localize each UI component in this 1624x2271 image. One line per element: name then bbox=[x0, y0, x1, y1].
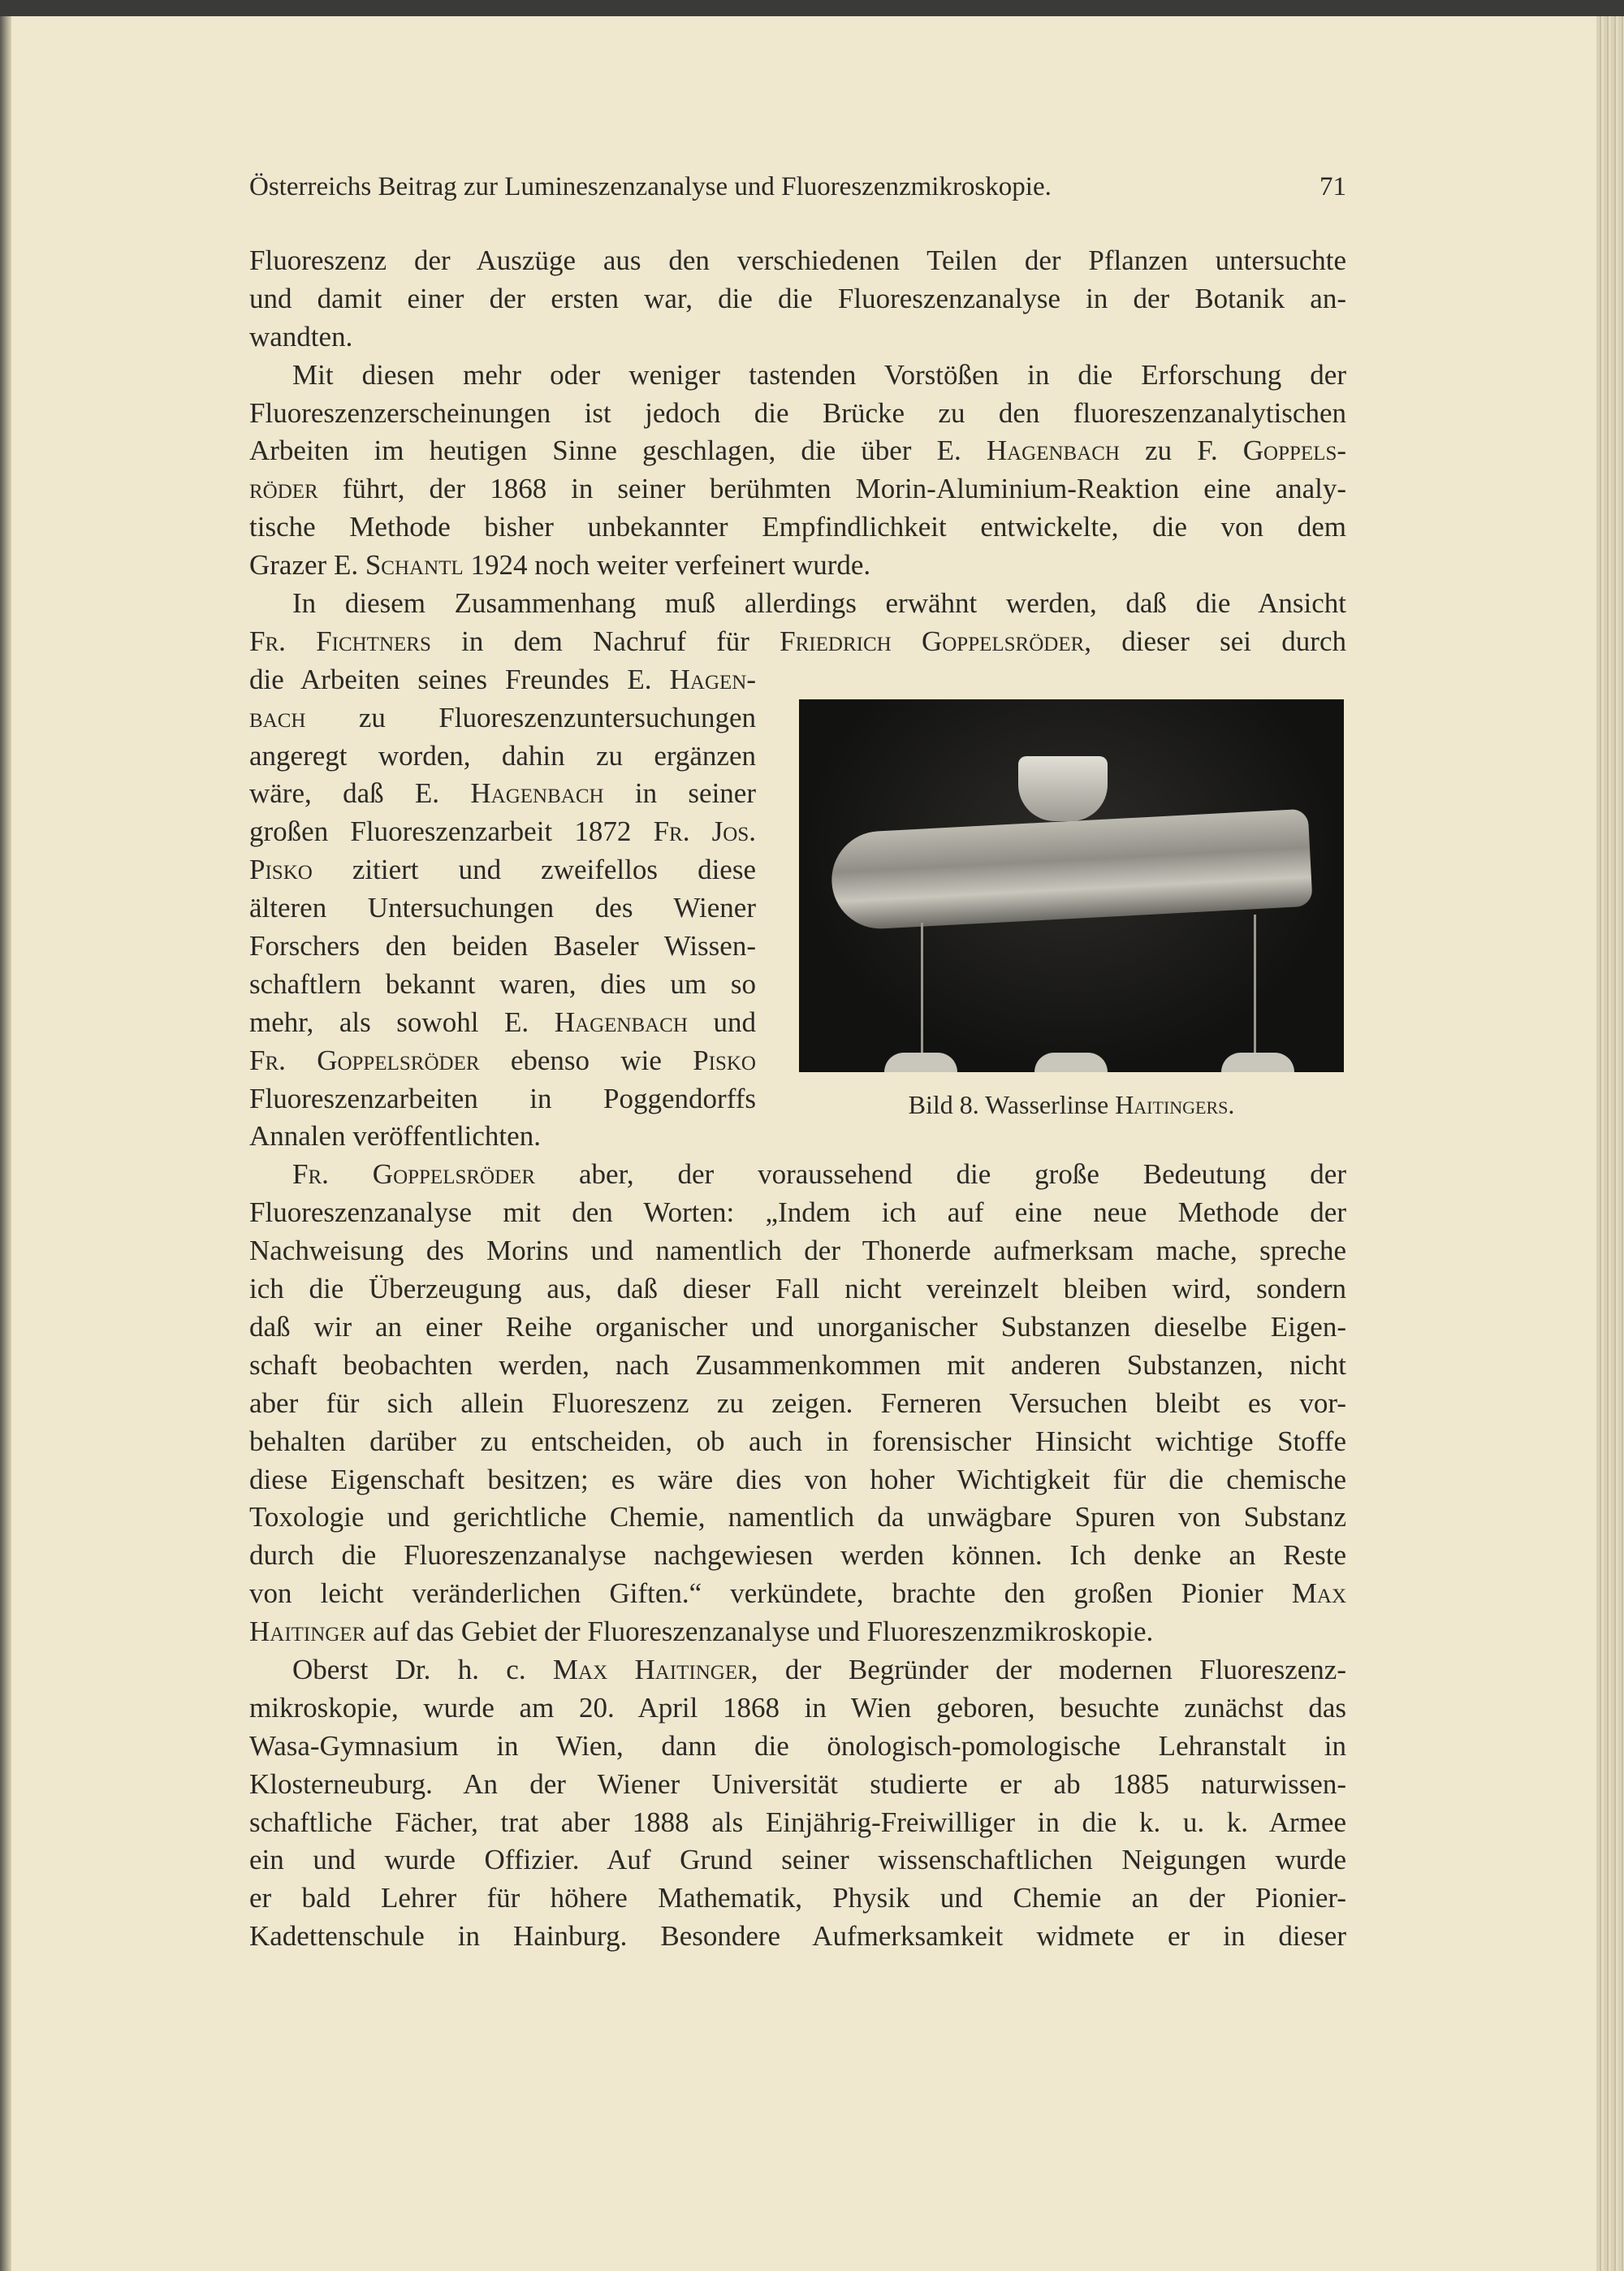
text-line bbox=[249, 470, 1346, 508]
text-line bbox=[249, 585, 1346, 623]
text-line bbox=[249, 1080, 756, 1118]
text-segment: in dem Nachruf für bbox=[430, 625, 780, 657]
text-segment: schaftliche Fächer, trat aber 1888 als Einjährig-Freiwilliger in die k. u. k. Armee bbox=[249, 1806, 1346, 1838]
text-segment: Max Haitinger bbox=[552, 1653, 751, 1685]
text-line bbox=[249, 1880, 1346, 1918]
caption-text: Bild 8. Wasserlinse bbox=[908, 1090, 1116, 1119]
text-segment: auf das Gebiet der Fluoreszenzanalyse und Fluoreszenzmikroskopie. bbox=[365, 1616, 1154, 1648]
page-edge bbox=[1596, 16, 1624, 2271]
text-line bbox=[249, 1347, 1346, 1385]
text-line bbox=[249, 813, 756, 851]
text-segment: Hagenbach bbox=[986, 435, 1120, 467]
text-segment: aber für sich allein Fluoreszenz zu zeigen. Ferneren Versuchen bleibt es vor- bbox=[249, 1386, 1346, 1419]
text-segment: Hagenbach bbox=[470, 777, 604, 810]
text-segment: Hagen- bbox=[669, 663, 756, 695]
text-line bbox=[249, 1004, 756, 1042]
text-segment: bach bbox=[249, 701, 306, 733]
text-segment: Fr. Goppelsröder bbox=[292, 1158, 536, 1191]
text-segment: behalten darüber zu entscheiden, ob auch in forensischer Hinsicht wichtige Stoffe bbox=[249, 1425, 1346, 1457]
text-line bbox=[249, 661, 756, 699]
text-segment: Grazer E. bbox=[249, 549, 365, 582]
text-line bbox=[249, 1194, 1346, 1232]
text-line bbox=[249, 1156, 1346, 1194]
text-line bbox=[249, 1309, 1346, 1347]
text-segment: Mit diesen mehr oder weniger tastenden Vorstößen in die Erforschung der bbox=[292, 358, 1346, 391]
text-line bbox=[249, 547, 1346, 585]
support-foot bbox=[884, 1053, 957, 1072]
text-segment: ebenso wie bbox=[479, 1044, 693, 1076]
text-line bbox=[249, 1613, 1346, 1651]
scan-top-border bbox=[0, 0, 1624, 16]
text-segment: zu Fluoreszenzuntersuchungen bbox=[305, 701, 756, 733]
text-segment: Goppels- bbox=[1242, 435, 1347, 467]
text-line bbox=[249, 1232, 1346, 1270]
text-line bbox=[249, 280, 1346, 318]
text-segment: Kadettenschule in Hainburg. Besondere Aufmerksamkeit widmete er in dieser bbox=[249, 1920, 1346, 1953]
text-line bbox=[249, 928, 756, 966]
text-segment: Pisko bbox=[693, 1044, 756, 1076]
text-segment: Pisko bbox=[249, 854, 313, 886]
text-line bbox=[249, 1804, 1346, 1842]
text-line bbox=[249, 318, 1346, 357]
text-segment: mehr, als sowohl E. bbox=[249, 1006, 555, 1038]
figure-photo-water-lens bbox=[799, 699, 1344, 1072]
text-segment: Arbeiten im heutigen Sinne geschlagen, die über E. bbox=[249, 435, 987, 467]
text-line bbox=[249, 1918, 1346, 1956]
text-segment: tische Methode bisher unbekannter Empfindlichkeit entwickelte, die von dem bbox=[249, 511, 1346, 543]
text-line bbox=[249, 623, 1346, 661]
text-segment: in seiner bbox=[603, 777, 756, 810]
lens-bowl bbox=[1018, 756, 1108, 821]
text-line bbox=[249, 1042, 756, 1080]
text-segment: Fr. Goppelsröder bbox=[249, 1044, 480, 1076]
text-segment: Klosterneuburg. An der Wiener Universität studierte er ab 1885 naturwissen- bbox=[249, 1767, 1346, 1800]
text-line bbox=[249, 1575, 1346, 1613]
text-segment: Schantl bbox=[365, 549, 464, 582]
text-segment: Fluoreszenzanalyse mit den Worten: „Indem ich auf eine neue Methode der bbox=[249, 1196, 1346, 1229]
text-segment: Wasa-Gymnasium in Wien, dann die önologisch-pomologische Lehranstalt in bbox=[249, 1729, 1346, 1762]
text-segment: mikroskopie, wurde am 20. April 1868 in Wien geboren, besuchte zunächst das bbox=[249, 1691, 1346, 1724]
text-segment: ein und wurde Offizier. Auf Grund seiner wissenschaftlichen Neigungen wurde bbox=[249, 1844, 1346, 1876]
text-segment: wäre, daß E. bbox=[249, 777, 471, 810]
text-segment: , der Begründer der modernen Fluoreszenz- bbox=[750, 1653, 1346, 1685]
text-segment: aber, der voraussehend die große Bedeutung der bbox=[535, 1158, 1346, 1191]
text-line bbox=[249, 1423, 1346, 1461]
text-line bbox=[249, 1270, 1346, 1309]
text-line bbox=[249, 851, 756, 889]
text-segment: röder bbox=[249, 473, 318, 505]
text-segment: 1924 noch weiter verfeinert wurde. bbox=[463, 549, 871, 582]
text-segment: er bald Lehrer für höhere Mathematik, Physik und Chemie an der Pionier- bbox=[249, 1882, 1346, 1914]
text-segment: diese Eigenschaft besitzen; es wäre dies von hoher Wichtigkeit für die chemische bbox=[249, 1463, 1346, 1495]
text-segment: Annalen veröffentlichten. bbox=[249, 1120, 541, 1153]
text-line bbox=[249, 1651, 1346, 1689]
book-gutter bbox=[0, 16, 11, 2271]
text-segment: Friedrich Goppelsröder bbox=[780, 625, 1085, 657]
text-segment: schaft beobachten werden, nach Zusammenkommen mit anderen Substanzen, nicht bbox=[249, 1348, 1346, 1381]
text-segment: wandten. bbox=[249, 320, 353, 353]
text-segment: älteren Untersuchungen des Wiener bbox=[249, 892, 756, 924]
text-segment: führt, der 1868 in seiner berühmten Morin-Aluminium-Reaktion eine analy- bbox=[317, 473, 1346, 505]
text-segment: Fluoreszenzarbeiten in Poggendorffs bbox=[249, 1082, 756, 1114]
text-segment: schaftlern bekannt waren, dies um so bbox=[249, 967, 756, 1000]
text-segment: daß wir an einer Reihe organischer und unorganischer Substanzen dieselbe Eigen- bbox=[249, 1310, 1346, 1343]
text-line bbox=[249, 889, 756, 928]
support-wire bbox=[921, 923, 923, 1053]
text-segment: von leicht veränderlichen Giften.“ verkündete, brachte den großen Pionier bbox=[249, 1577, 1292, 1610]
text-segment: und bbox=[687, 1006, 756, 1038]
text-line bbox=[249, 395, 1346, 433]
text-segment: angeregt worden, dahin zu ergänzen bbox=[249, 739, 756, 772]
text-line bbox=[249, 1689, 1346, 1728]
text-line bbox=[249, 699, 756, 738]
text-line bbox=[249, 1385, 1346, 1423]
text-line bbox=[249, 738, 756, 776]
text-segment: Max bbox=[1291, 1577, 1346, 1610]
text-line bbox=[249, 966, 756, 1004]
text-segment: zu F. bbox=[1119, 435, 1243, 467]
text-segment: Nachweisung des Morins und namentlich der Thonerde aufmerksam mache, spreche bbox=[249, 1235, 1346, 1267]
running-title: Österreichs Beitrag zur Lumineszenzanalyse und Fluoreszenzmikroskopie. bbox=[249, 172, 1052, 201]
text-line bbox=[249, 1766, 1346, 1804]
text-segment: Forschers den beiden Baseler Wissen- bbox=[249, 930, 756, 962]
text-segment: Fluoreszenzerscheinungen ist jedoch die Brücke zu den fluoreszenzanalytischen bbox=[249, 396, 1346, 429]
text-segment: In diesem Zusammenhang muß allerdings erwähnt werden, daß die Ansicht bbox=[292, 587, 1346, 620]
caption-name: Haitingers. bbox=[1115, 1090, 1235, 1119]
text-line bbox=[249, 357, 1346, 395]
support-foot bbox=[1221, 1053, 1294, 1072]
running-header bbox=[249, 172, 1346, 202]
text-segment: und damit einer der ersten war, die die Fluoreszenzanalyse in der Botanik an- bbox=[249, 282, 1346, 314]
text-line bbox=[249, 1728, 1346, 1766]
page-number: 71 bbox=[1320, 172, 1346, 201]
text-segment: Fr. Jos. bbox=[653, 815, 756, 848]
text-line bbox=[249, 1841, 1346, 1880]
text-segment: ich die Überzeugung aus, daß dieser Fall nicht vereinzelt bleiben wird, sondern bbox=[249, 1273, 1346, 1305]
text-line bbox=[249, 1461, 1346, 1499]
text-segment: die Arbeiten seines Freundes E. bbox=[249, 663, 670, 695]
text-line bbox=[249, 775, 756, 813]
figure-caption bbox=[799, 1090, 1344, 1120]
text-segment: Toxologie und gerichtliche Chemie, namentlich da unwägbare Spuren von Substanz bbox=[249, 1501, 1346, 1533]
text-line bbox=[249, 1537, 1346, 1575]
support-wire bbox=[1254, 915, 1256, 1053]
text-segment: durch die Fluoreszenzanalyse nachgewiesen werden können. Ich denke an Reste bbox=[249, 1539, 1346, 1572]
text-segment: , dieser sei durch bbox=[1084, 625, 1346, 657]
text-segment: großen Fluoreszenzarbeit 1872 bbox=[249, 815, 654, 848]
text-segment: Fluoreszenz der Auszüge aus den verschiedenen Teilen der Pflanzen untersuchte bbox=[249, 244, 1346, 276]
support-foot bbox=[1034, 1053, 1108, 1072]
text-line bbox=[249, 432, 1346, 470]
text-line bbox=[249, 242, 1346, 280]
text-segment: Oberst Dr. h. c. bbox=[292, 1653, 553, 1685]
text-segment: Hagenbach bbox=[554, 1006, 688, 1038]
text-segment: zitiert und zweifellos diese bbox=[312, 854, 756, 886]
text-line bbox=[249, 1499, 1346, 1537]
glass-tube bbox=[829, 809, 1312, 932]
text-segment: Fr. Fichtners bbox=[249, 625, 431, 657]
text-segment: Haitinger bbox=[249, 1616, 366, 1648]
text-line bbox=[249, 508, 1346, 547]
text-line bbox=[249, 1118, 756, 1156]
